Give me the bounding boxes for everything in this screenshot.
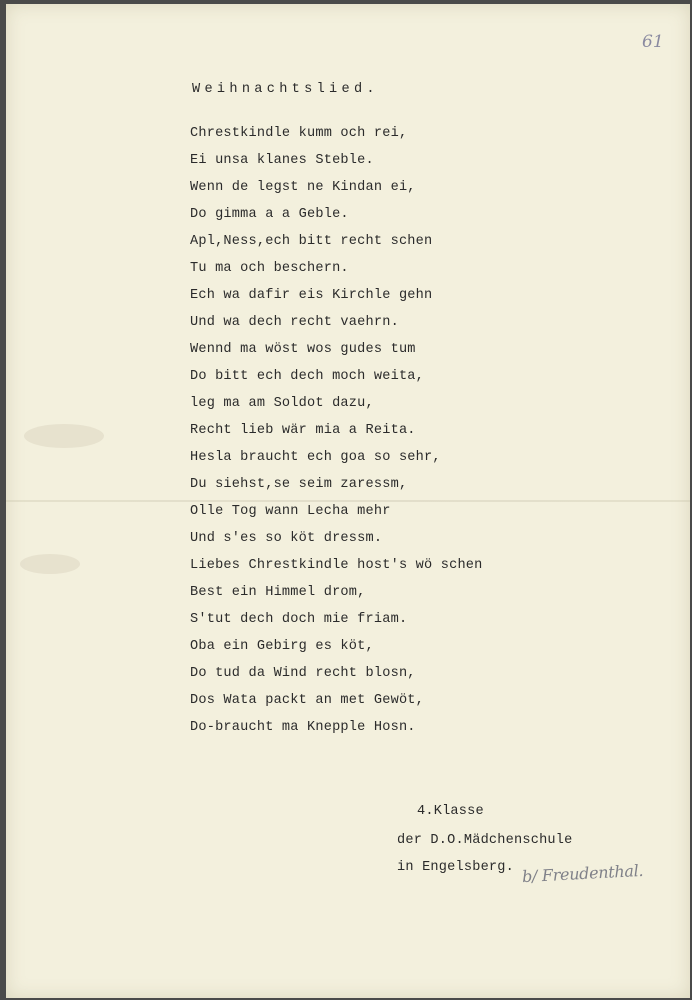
signature-class: 4.Klasse	[417, 804, 484, 819]
poem-line: Dos Wata packt an met Gewöt,	[190, 693, 425, 708]
poem-line: Best ein Himmel drom,	[190, 585, 366, 600]
signature-place: in Engelsberg.	[397, 860, 515, 875]
poem-line: Do bitt ech dech moch weita,	[190, 369, 425, 384]
poem-line: Do gimma a a Geble.	[190, 207, 349, 222]
poem-line: Wenn de legst ne Kindan ei,	[190, 180, 416, 195]
handwritten-annotation: b/ Freudenthal.	[521, 860, 644, 887]
poem-line: Ei unsa klanes Steble.	[190, 153, 374, 168]
poem-line: Und wa dech recht vaehrn.	[190, 315, 399, 330]
poem-line: Tu ma och beschern.	[190, 261, 349, 276]
poem-line: Olle Tog wann Lecha mehr	[190, 504, 391, 519]
poem-line: Und s'es so köt dressm.	[190, 531, 383, 546]
paper-stain	[20, 554, 80, 574]
poem-line: Hesla braucht ech goa so sehr,	[190, 450, 441, 465]
poem-line: Wennd ma wöst wos gudes tum	[190, 342, 416, 357]
poem-line: Liebes Chrestkindle host's wö schen	[190, 558, 483, 573]
paper-stain	[24, 424, 104, 448]
poem-title: Weihnachtslied.	[192, 82, 379, 97]
poem-line: Apl,Ness,ech bitt recht schen	[190, 234, 433, 249]
signature-school: der D.O.Mädchenschule	[397, 833, 573, 848]
poem-line: Do-braucht ma Knepple Hosn.	[190, 720, 416, 735]
poem-line: Recht lieb wär mia a Reita.	[190, 423, 416, 438]
poem-line: Chrestkindle kumm och rei,	[190, 126, 408, 141]
document-page	[6, 4, 690, 998]
poem-line: Ech wa dafir eis Kirchle gehn	[190, 288, 433, 303]
poem-body	[190, 125, 483, 746]
poem-line: Do tud da Wind recht blosn,	[190, 666, 416, 681]
poem-line: Oba ein Gebirg es köt,	[190, 639, 374, 654]
poem-line: leg ma am Soldot dazu,	[190, 396, 374, 411]
poem-line: S'tut dech doch mie friam.	[190, 612, 408, 627]
poem-line: Du siehst,se seim zaressm,	[190, 477, 408, 492]
page-number: 61	[642, 32, 664, 52]
